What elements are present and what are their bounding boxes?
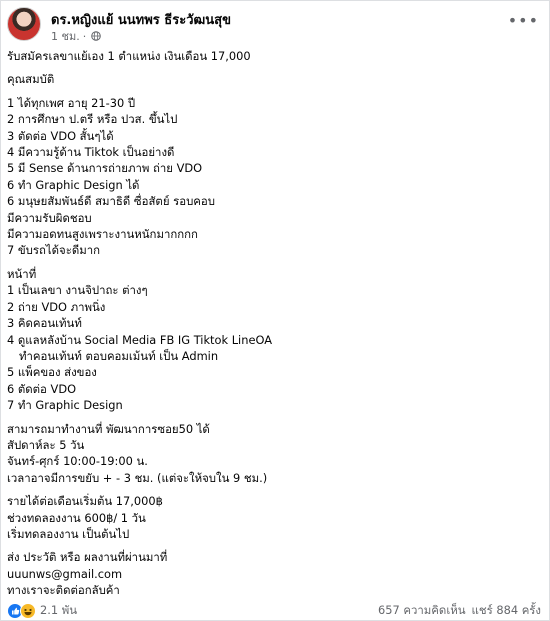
post-text-line: 7 ขับรถได้จะดีมาก (7, 243, 101, 258)
post-text-line: ทางเราจะติดต่อกลับค้า (7, 583, 120, 598)
paragraph-gap (7, 542, 539, 549)
author-avatar[interactable] (7, 7, 41, 41)
post-text-line: 5 มี Sense ด้านการถ่ายภาพ ถ่าย VDO (7, 161, 203, 176)
post-meta: 1 ชม. · (51, 27, 101, 45)
post-body (7, 48, 539, 599)
post-text-line: ส่ง ประวัติ หรือ ผลงานที่ผ่านมาที่ (7, 550, 168, 565)
haha-icon (20, 603, 36, 619)
post-text-line: รายได้ต่อเดือนเริ่มต้น 17,000฿ (7, 494, 163, 509)
post-text-line: 3 ตัดต่อ VDO สั้นๆได้ (7, 128, 114, 143)
post-text-line: 3 คิดคอนเท้นท์ (7, 316, 82, 331)
post-text-line: สามารถมาทำงานที่ พัฒนาการซอย50 ได้ (7, 421, 210, 436)
post-text-line: 1 เป็นเลขา งานจิปาถะ ต่างๆ (7, 283, 148, 298)
post-time[interactable]: 1 ชม. (51, 30, 80, 43)
globe-icon (91, 31, 101, 41)
post-text-line: 2 การศึกษา ป.ตรี หรือ ปวส. ขึ้นไป (7, 112, 178, 127)
post-text-line: 7 ทำ Graphic Design (7, 398, 123, 413)
paragraph-gap (7, 259, 539, 266)
post-text-line: 4 ดูแลหลังบ้าน Social Media FB IG Tiktok LineOA (7, 332, 273, 347)
author-name[interactable]: ดร.หญิงแย้ นนทพร ธีระวัฒนสุข (51, 13, 231, 28)
post-text-line: สัปดาห์ละ 5 วัน (7, 437, 85, 452)
post-text-line: 4 มีความรู้ด้าน Tiktok เป็นอย่างดี (7, 145, 175, 160)
post-text-line: uuunws@gmail.com (7, 566, 123, 581)
more-horizontal-icon[interactable]: ••• (507, 11, 539, 30)
paragraph-gap (7, 64, 539, 71)
share-count[interactable]: แชร์ 884 ครั้ง (471, 603, 541, 617)
post-header (7, 7, 539, 43)
post-stats (378, 602, 541, 620)
post-text-line: มีความรับผิดชอบ (7, 210, 92, 225)
post-text-line: 6 ทำ Graphic Design ได้ (7, 177, 140, 192)
post-text-line: เริ่มทดลองงาน เป็นต้นไป (7, 526, 130, 541)
post-text-line: 2 ถ่าย VDO ภาพนิ่ง (7, 299, 106, 314)
post-text-line: รับสมัครเลขาแย้เอง 1 ตำแหน่ง เงินเดือน 17,000 (7, 49, 251, 63)
post-text-line: 5 แพ็คของ ส่งของ (7, 365, 97, 380)
reaction-count: 2.1 พัน (40, 603, 78, 617)
post-text-line: 6 มนุษยสัมพันธ์ดี สมาธิดี ซื่อสัตย์ รอบคอบ (7, 194, 215, 209)
post-text-line: ช่วงทดลองงาน 600฿/ 1 วัน (7, 510, 146, 525)
paragraph-gap (7, 414, 539, 421)
post-text-line: จันทร์-ศุกร์ 10:00-19:00 น. (7, 454, 148, 469)
paragraph-gap (7, 486, 539, 493)
post-text-line: หน้าที่ (7, 266, 37, 281)
post-text-line: 1 ได้ทุกเพศ อายุ 21-30 ปี (7, 95, 136, 110)
comment-count[interactable]: 657 ความคิดเห็น (378, 603, 466, 617)
reactions-summary[interactable] (7, 602, 77, 620)
post-text-line: มีความอดทนสูงเพราะงานหนักมากกกก (7, 227, 198, 242)
post-text-line: เวลาอาจมีการขยับ + - 3 ชม. (แต่จะให้จบใน 9 ชม.) (7, 470, 268, 485)
post-text-line: ทำคอนเท้นท์ ตอบคอมเม้นท์ เป็น Admin (19, 348, 219, 363)
post-footer (7, 602, 541, 618)
post-text-line: 6 ตัดต่อ VDO (7, 381, 77, 396)
paragraph-gap (7, 88, 539, 95)
post-text-line: คุณสมบัติ (7, 72, 55, 87)
